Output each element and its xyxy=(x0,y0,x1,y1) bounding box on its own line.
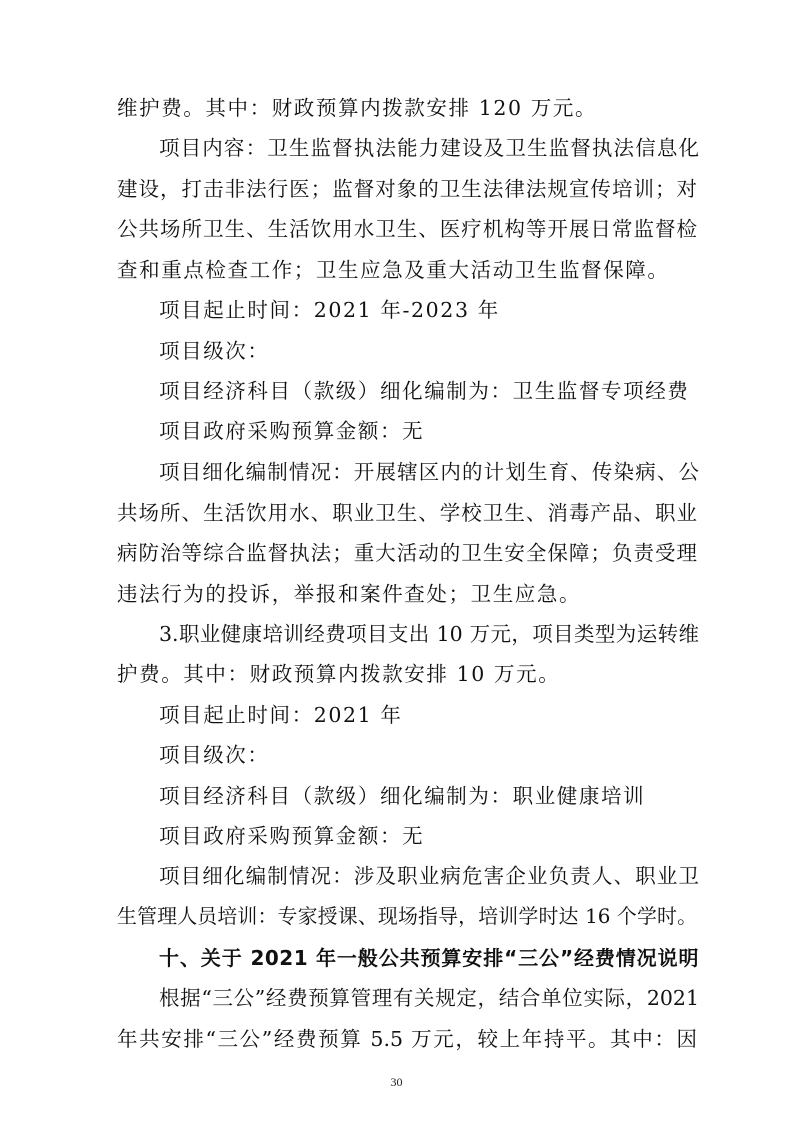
text-line: 护费。其中：财政预算内拨款安排 10 万元。 xyxy=(117,662,561,686)
section-heading: 十、关于 2021 年一般公共预算安排“三公”经费情况说明 xyxy=(159,946,699,970)
text-line: 项目细化编制情况：涉及职业病危害企业负责人、职业卫 xyxy=(159,864,699,888)
text-line: 项目经济科目（款级）细化编制为：卫生监督专项经费 xyxy=(159,379,690,403)
text-line: 违法行为的投诉，举报和案件查处；卫生应急。 xyxy=(117,582,582,606)
text-line: 项目政府采购预算金额：无 xyxy=(159,419,425,443)
text-line: 年共安排“三公”经费预算 5.5 万元，较上年持平。其中：因 xyxy=(117,1027,697,1051)
text-line: 共场所、生活饮用水、职业卫生、学校卫生、消毒产品、职业 xyxy=(117,501,697,525)
text-line: 项目起止时间：2021 年 xyxy=(159,703,403,727)
text-line: 生管理人员培训：专家授课、现场指导，培训学时达 16 个学时。 xyxy=(117,905,697,928)
text-line: 公共场所卫生、生活饮用水卫生、医疗机构等开展日常监督检 xyxy=(117,217,697,241)
text-line: 项目政府采购预算金额：无 xyxy=(159,824,425,848)
text-line: 病防治等综合监督执法；重大活动的卫生安全保障；负责受理 xyxy=(117,541,697,565)
text-line: 项目细化编制情况：开展辖区内的计划生育、传染病、公 xyxy=(159,460,699,484)
text-line: 项目起止时间：2021 年-2023 年 xyxy=(159,298,500,322)
text-line: 项目经济科目（款级）细化编制为：职业健康培训 xyxy=(159,784,646,808)
text-line: 项目级次： xyxy=(159,743,270,767)
text-line: 项目级次： xyxy=(159,339,270,363)
text-line: 3.职业健康培训经费项目支出 10 万元，项目类型为运转维 xyxy=(159,622,699,646)
text-line: 建设，打击非法行医；监督对象的卫生法律法规宣传培训；对 xyxy=(117,177,697,201)
text-line: 根据“三公”经费预算管理有关规定，结合单位实际，2021 xyxy=(159,986,699,1010)
text-line: 维护费。其中：财政预算内拨款安排 120 万元。 xyxy=(117,96,598,120)
text-line: 查和重点检查工作；卫生应急及重大活动卫生监督保障。 xyxy=(117,258,670,282)
text-line: 项目内容：卫生监督执法能力建设及卫生监督执法信息化 xyxy=(159,136,699,160)
page-number: 30 xyxy=(390,1075,403,1089)
